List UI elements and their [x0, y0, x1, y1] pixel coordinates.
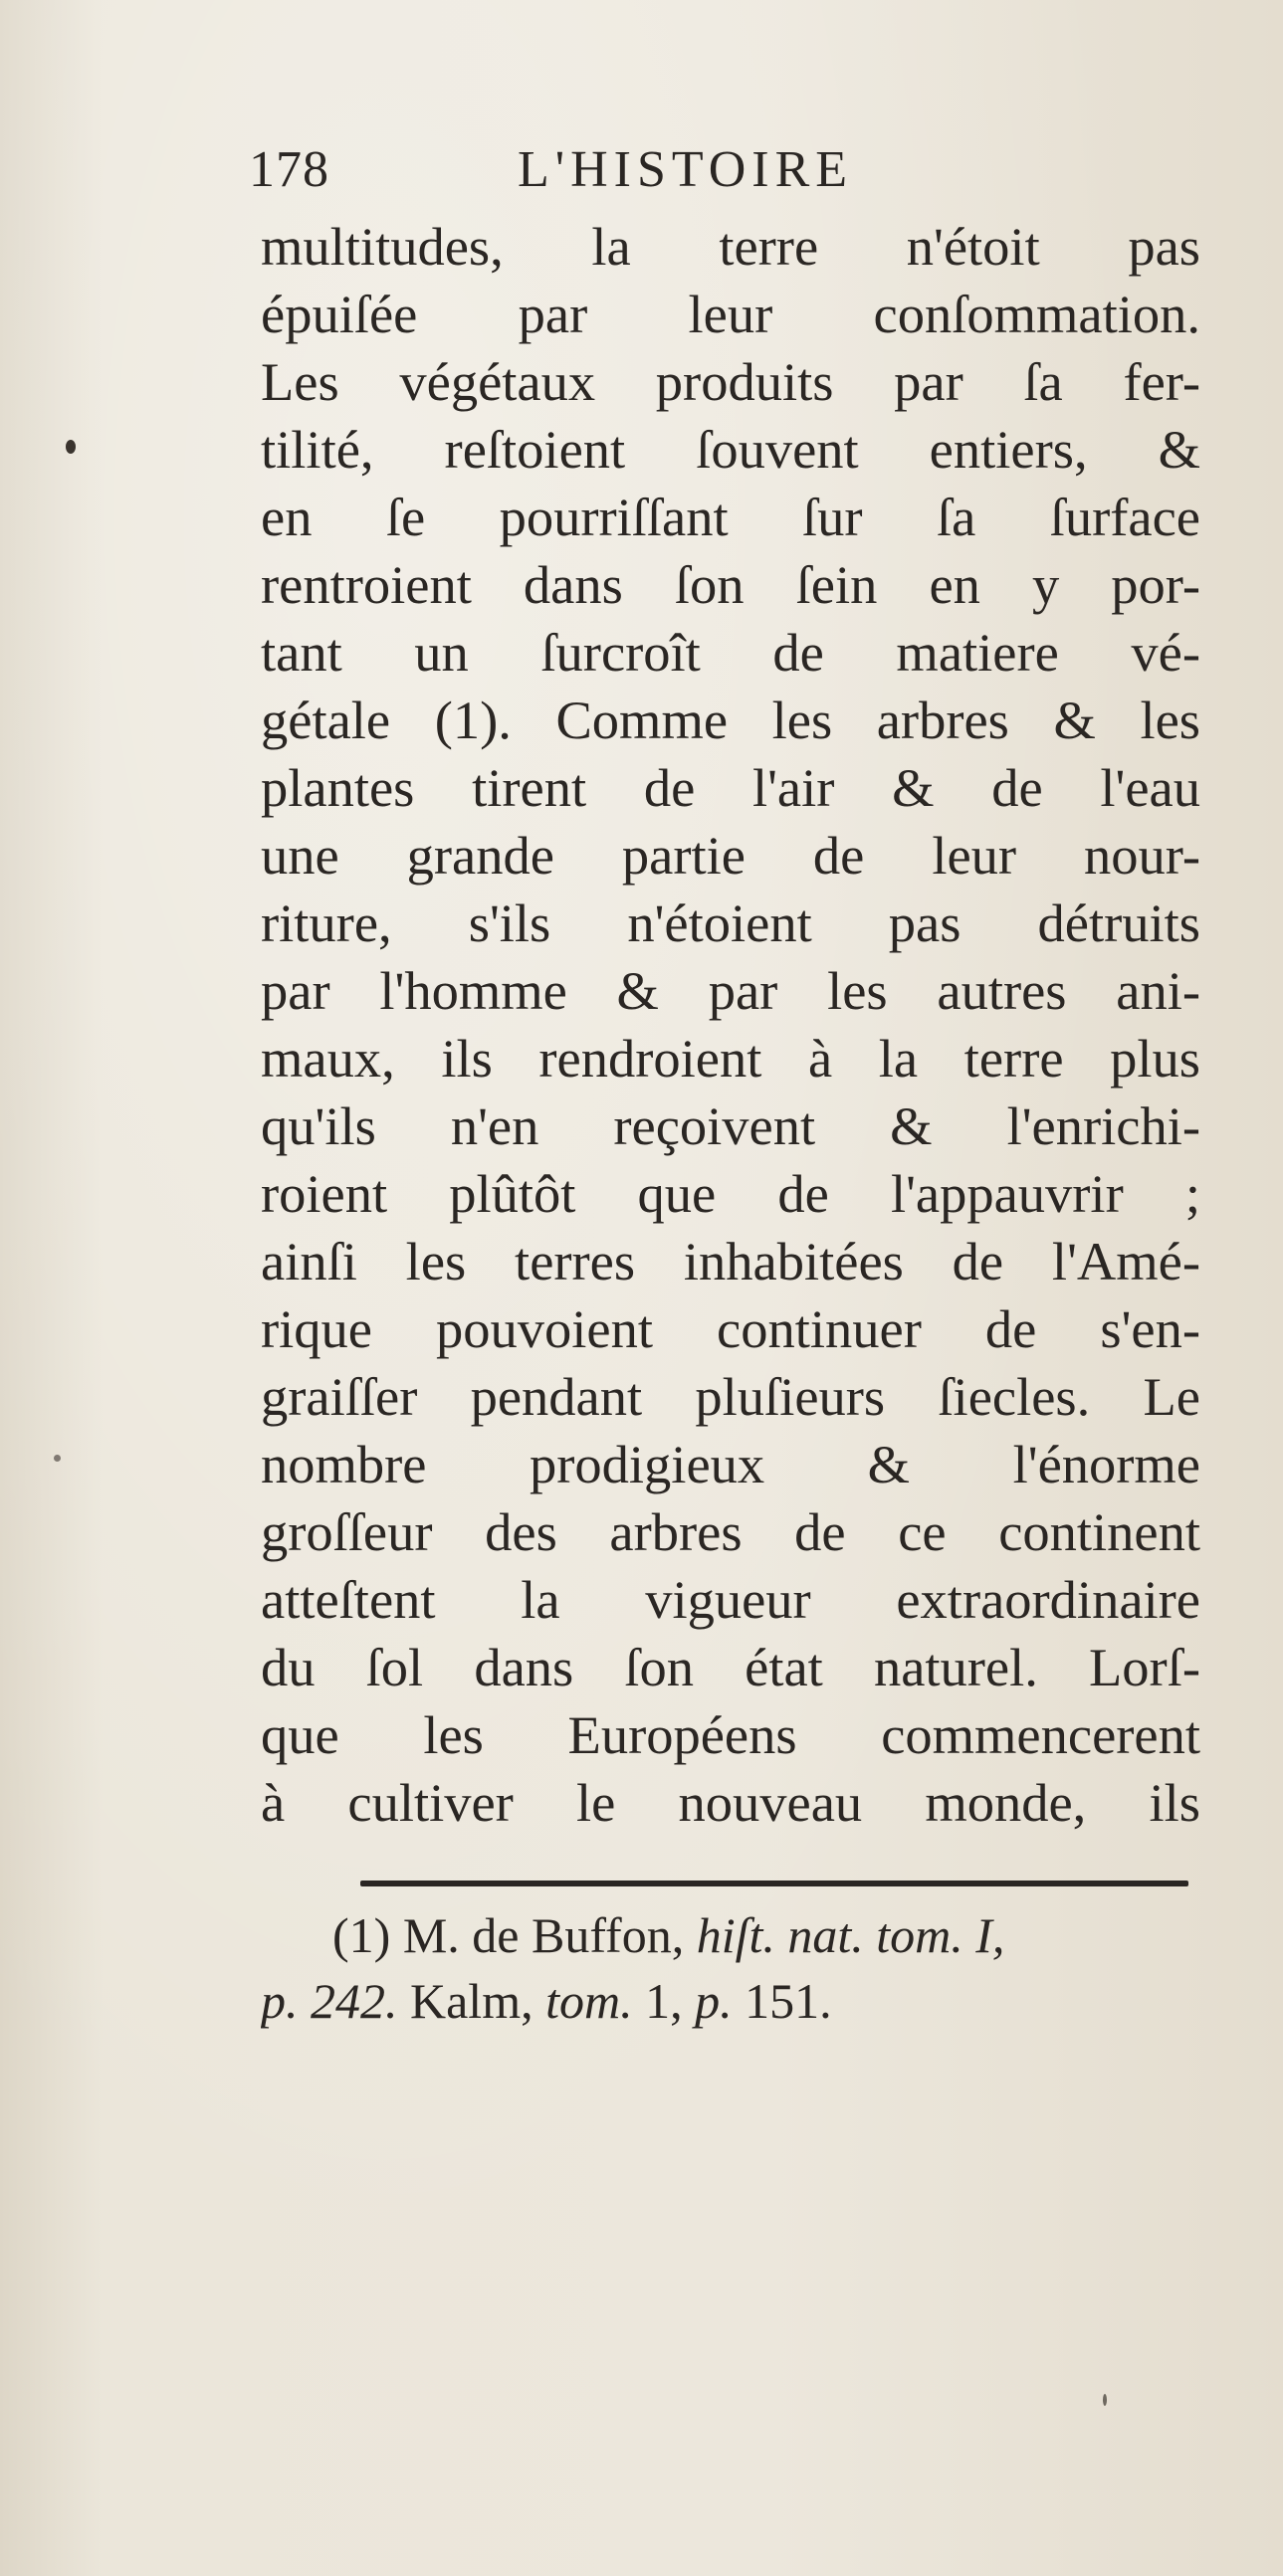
- text-line: par l'homme & par les autres ani-: [261, 960, 1200, 1021]
- running-head: L'HISTOIRE: [518, 141, 854, 198]
- page-header: [249, 135, 1194, 205]
- body-text: [261, 213, 1200, 1837]
- text-line: plantes tirent de l'air & de l'eau: [261, 757, 1200, 818]
- text-line: atteſtent la vigueur extraordinaire: [261, 1569, 1200, 1630]
- ink-speck: [66, 440, 76, 454]
- text-line: multitudes, la terre n'étoit pas: [261, 216, 1200, 277]
- text-line: Les végétaux produits par ſa fer-: [261, 351, 1200, 412]
- text-line: en ſe pourriſſant ſur ſa ſurface: [261, 487, 1200, 547]
- footnote: [261, 1902, 1200, 2034]
- text-line: épuiſée par leur conſommation.: [261, 284, 1200, 344]
- text-line: rique pouvoient continuer de s'en-: [261, 1298, 1200, 1359]
- text-line: nombre prodigieux & l'énorme: [261, 1434, 1200, 1494]
- footnote-second-page: 151.: [745, 1973, 832, 2029]
- text-line: rentroient dans ſon ſein en y por-: [261, 554, 1200, 615]
- text-line: gétale (1). Comme les arbres & les: [261, 690, 1200, 750]
- ink-speck: [1103, 2394, 1107, 2406]
- text-line: ainſi les terres inhabitées de l'Amé-: [261, 1231, 1200, 1291]
- footnote-second-p: p.: [695, 1973, 733, 2029]
- text-line: que les Européens commencerent: [261, 1704, 1200, 1765]
- text-line: maux, ils rendroient à la terre plus: [261, 1028, 1200, 1089]
- text-line: riture, s'ils n'étoient pas détruits: [261, 892, 1200, 953]
- footnote-second-author: Kalm,: [410, 1973, 534, 2029]
- footnote-work: hiſt. nat. tom. I,: [696, 1907, 1005, 1963]
- footnote-rule: [360, 1881, 1188, 1886]
- text-line: tant un ſurcroît de matiere vé-: [261, 622, 1200, 683]
- footnote-line: [261, 1968, 1200, 2034]
- footnote-line: [261, 1902, 1200, 1968]
- ink-speck: [54, 1455, 61, 1462]
- text-line: groſſeur des arbres de ce continent: [261, 1501, 1200, 1562]
- text-line: tilité, reſtoient ſouvent entiers, &: [261, 419, 1200, 480]
- text-line: graiſſer pendant pluſieurs ſiecles. Le: [261, 1366, 1200, 1427]
- footnote-second-tom: tom.: [545, 1973, 633, 2029]
- footnote-author: M. de Buffon,: [402, 1907, 685, 1963]
- text-line: une grande partie de leur nour-: [261, 825, 1200, 886]
- text-line: qu'ils n'en reçoivent & l'enrichi-: [261, 1095, 1200, 1156]
- footnote-marker: (1): [332, 1907, 391, 1963]
- text-line: du ſol dans ſon état naturel. Lorſ-: [261, 1637, 1200, 1697]
- page-number: 178: [249, 141, 329, 198]
- footnote-second-num: 1,: [645, 1973, 683, 2029]
- text-line: à cultiver le nouveau monde, ils: [261, 1772, 1200, 1833]
- text-line: roient plûtôt que de l'appauvrir ;: [261, 1163, 1200, 1224]
- footnote-page-ref: p. 242.: [261, 1973, 398, 2029]
